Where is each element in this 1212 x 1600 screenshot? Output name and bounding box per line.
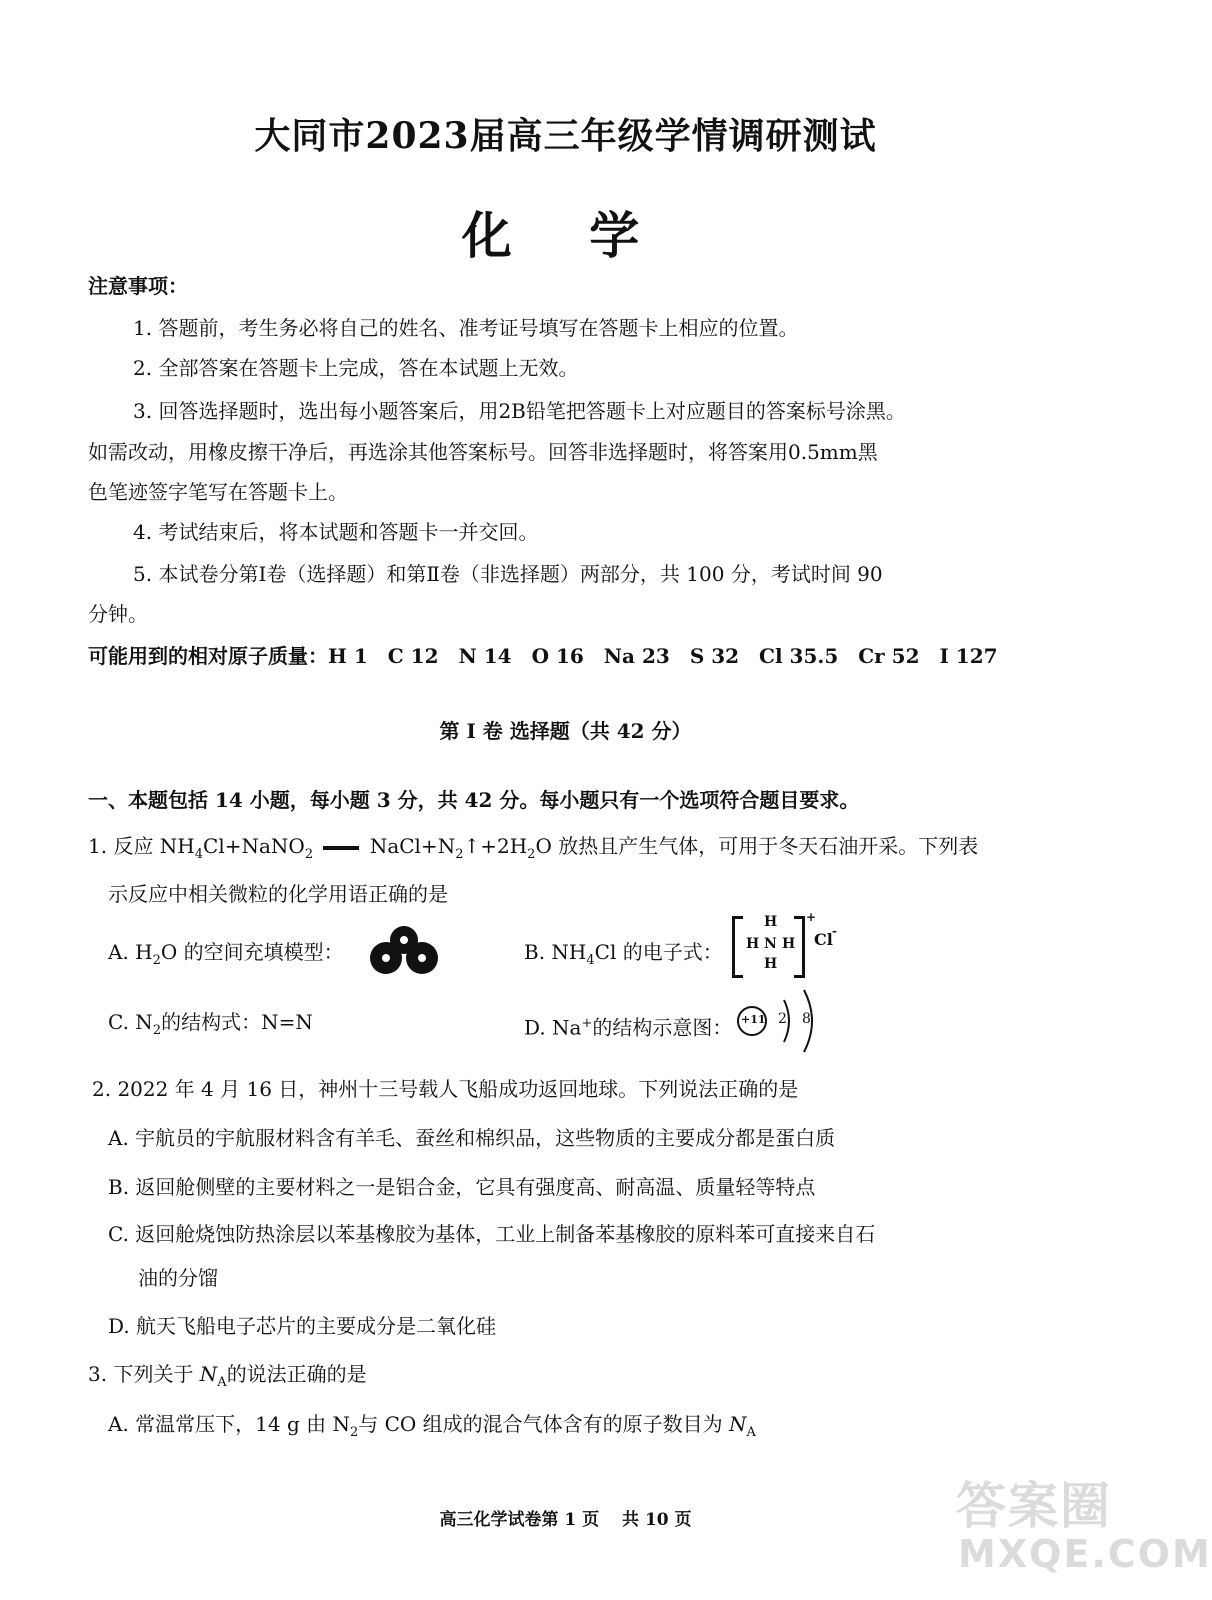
section-title: 第 I 卷 选择题（共 42 分） — [439, 719, 692, 743]
watermark-logo: 答案圈 MXQE.COM — [956, 1476, 1212, 1576]
equals-bar — [323, 846, 359, 850]
notice-heading: 注意事项： — [88, 274, 188, 298]
q3-stem: 3. 下列关于 $N_A$的说法正确的是 — [88, 1362, 367, 1390]
q1-option-a: A. $H_2O$ 的空间充填模型： — [108, 940, 344, 968]
notice-item-5-cont: 分钟。 — [88, 602, 148, 626]
q1-option-b: B. $NH_4Cl$ 的电子式： — [524, 940, 723, 968]
section-instruction: 一、本题包括 14 小题，每小题 3 分，共 42 分。每小题只有一个选项符合题目要求。 — [88, 788, 860, 812]
atomic-mass: 可能用到的相对原子质量：H 1 C 12 N 14 O 16 Na 23 S 32 Cl 35.5 Cr 52 I 127 — [88, 644, 998, 668]
q2-option-c-cont: 油的分馏 — [138, 1266, 218, 1290]
q1-stem-line2: 示反应中相关微粒的化学用语正确的是 — [108, 882, 448, 906]
notice-item-4: 4. 考试结束后，将本试题和答题卡一并交回。 — [133, 520, 539, 544]
q2-option-d: D. 航天飞船电子芯片的主要成分是二氧化硅 — [108, 1314, 497, 1338]
q2-stem: 2. 2022 年 4 月 16 日，神州十三号载人飞船成功返回地球。下列说法正确的是 — [92, 1077, 799, 1101]
page-footer: 高三化学试卷第 1 页 共 10 页 — [439, 1510, 692, 1530]
exam-title: 大同市2023届高三年级学情调研测试 — [254, 115, 877, 157]
q1-stem: 1. 反应 $NH_4Cl+NaNO_2$ $NaCl+N_2↑+2H_2O$ 放热且产生气体，可用于冬天石油开采。下列表 — [88, 834, 979, 862]
subject-title: 化 学 — [461, 206, 670, 265]
notice-item-5: 5. 本试卷分第Ⅰ卷（选择题）和第Ⅱ卷（非选择题）两部分，共 100 分，考试时间 90 — [133, 562, 883, 586]
q1-option-c: C. $N_2$的结构式：N=N — [108, 1010, 313, 1038]
notice-item-3: 3. 回答选择题时，选出每小题答案后，用2B铅笔把答题卡上对应题目的答案标号涂黑。 — [133, 399, 906, 423]
notice-item-3-cont2: 色笔迹签字笔写在答题卡上。 — [88, 480, 348, 504]
notice-item-1: 1. 答题前，考生务必将自己的姓名、准考证号填写在答题卡上相应的位置。 — [133, 316, 799, 340]
notice-item-2: 2. 全部答案在答题卡上完成，答在本试题上无效。 — [133, 356, 579, 380]
water-space-filling-model — [366, 924, 442, 976]
notice-item-3-cont: 如需改动，用橡皮擦干净后，再选涂其他答案标号。回答非选择题时，将答案用0.5mm黑 — [88, 440, 878, 464]
q2-option-a: A. 宇航员的宇航服材料含有羊毛、蚕丝和棉织品，这些物质的主要成分都是蛋白质 — [108, 1126, 836, 1150]
na-ion-structure-diagram: +11 2 8 — [732, 986, 832, 1056]
nh4cl-electron-formula: H H N H H + Cl - — [732, 916, 842, 976]
q2-option-b: B. 返回舱侧壁的主要材料之一是铝合金，它具有强度高、耐高温、质量轻等特点 — [108, 1175, 816, 1199]
q2-option-c: C. 返回舱烧蚀防热涂层以苯基橡胶为基体，工业上制备苯基橡胶的原料苯可直接来自石 — [108, 1222, 876, 1246]
q3-option-a: A. 常温常压下，14 g 由 $N_2$与 CO 组成的混合气体含有的原子数目为 $N_A$ — [108, 1412, 756, 1440]
q1-option-d: D. Na+的结构示意图： — [524, 1015, 733, 1040]
